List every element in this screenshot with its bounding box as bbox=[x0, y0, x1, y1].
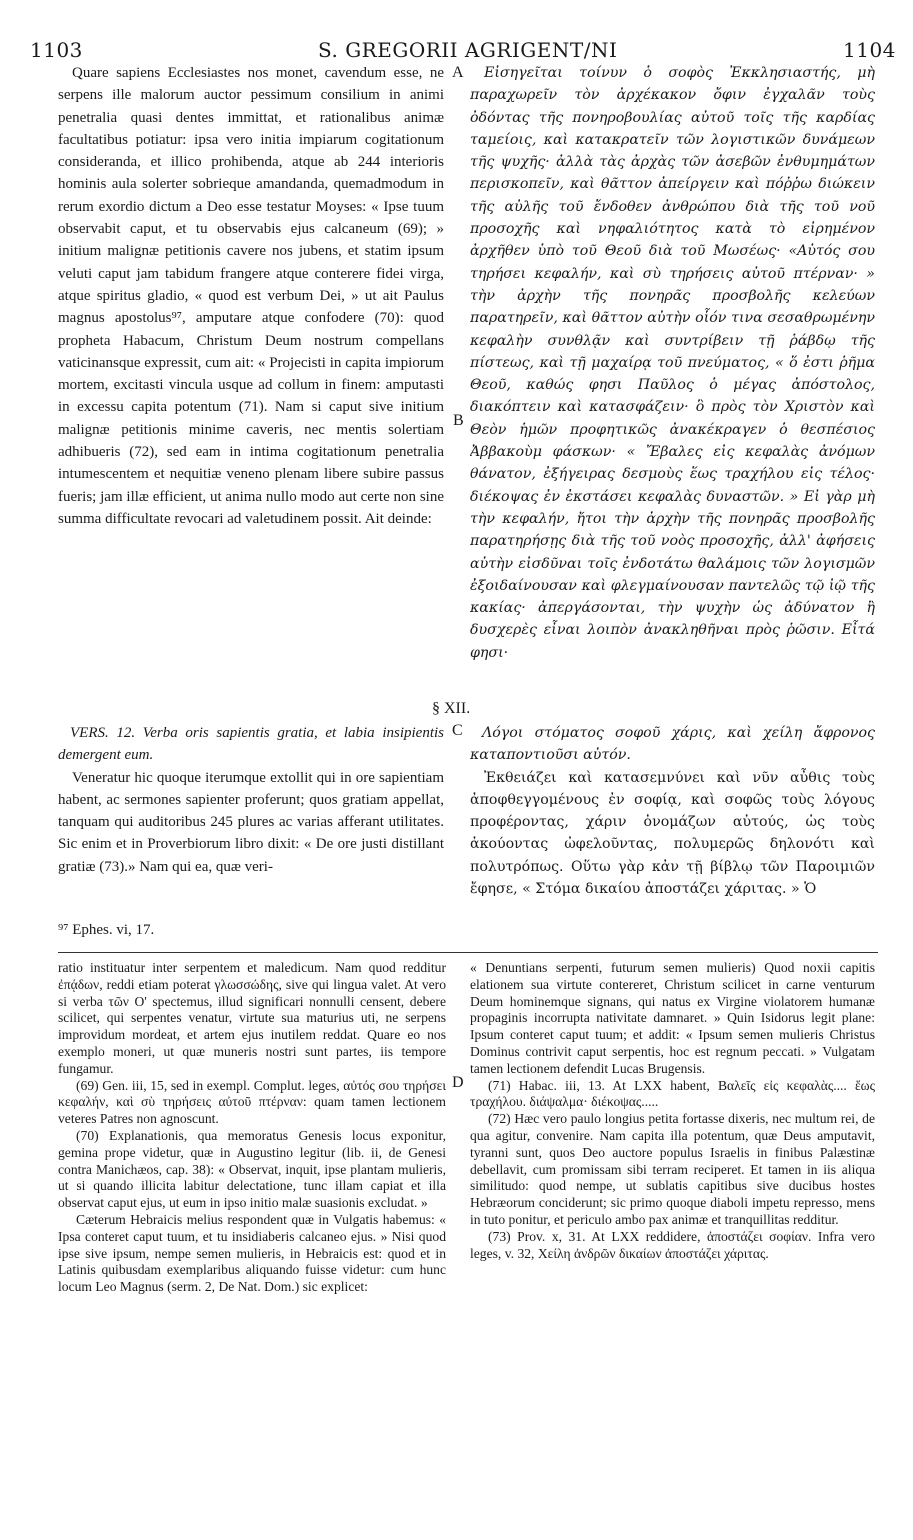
greek-verse: Λόγοι στόματος σοφοῦ χάρις, καὶ χείλη ἄφρονος καταποντιοῦσι αὐτόν. bbox=[470, 725, 875, 764]
marker-d: D bbox=[452, 1074, 464, 1091]
note-73: (73) Prov. x, 31. At LXX reddidere, ἀποστάζει σοφίαν. Infra vero leges, v. 32, Χείλη ἀνδρῶν δικαίων ἀποστάζει χάριτας. bbox=[470, 1228, 875, 1261]
note-70: (70) Explanationis, qua memoratus Genesis locus exponitur, gemina prope videtur, quæ in Augustino legitur (lib. ii, de Genesi contra Manichæos, cap. 38): « Observat, inquit, ipse plantam mulieris, ut si quando illicita labitur delectatione, tunc illam capiat et illa observat caput ejus, ut eum in ipso initio malæ suasionis excludat. » bbox=[58, 1127, 446, 1211]
marker-b: B bbox=[453, 412, 464, 429]
greek-paragraph-1: Εἰσηγεῖται τοίνυν ὁ σοφὸς Ἐκκλησιαστής, μὴ παραχωρεῖν τὸν ἀρχέκακον ὄφιν ἐγχαλᾶν τοὺς ὀδόντας τῆς πονηροβουλίας αὐτοῦ τοῖς τῆς καρδίας ταμείοις, καὶ κατακρατεῖν τῶν λογιστικῶν δυνάμεων τῆς ψυχῆς· ἀλλὰ τὰς ἀρχὰς τῶν ἀσεβῶν ἐνθυμημάτων περισκοπεῖν, καὶ θᾶττον ἀπείργειν καὶ πόῤῥω διώκειν τῆς αὐλῆς τοῦ ἔνδοθεν ἀνθρώπου διὰ τῆς τοῦ νοῦ προσοχῆς καὶ νηφαλιότητος κατὰ τὸ εἰρημένον ἀρχῆθεν ὑπὸ τοῦ Θεοῦ διὰ τοῦ Μωσέως· «Αὐτός σου τηρήσει κεφαλήν, καὶ σὺ τηρήσεις αὐτοῦ πτέρναν· » τὴν ἀρχὴν τῆς πονηρᾶς προσβολῆς κελεύων παρατηρεῖν, καὶ θᾶττον αὐτὴν οἷόν τινα σεσαθρωμένην κεφαλὴν συνθλᾷν καὶ συντρίβειν τῇ ῥάβδῳ τῆς πίστεως, καὶ τῇ μαχαίρᾳ τοῦ πνεύματος, « ὅ ἐστι ῥῆμα Θεοῦ, καθώς φησι Παῦλος ὁ μέγας ἀπόστολος, διακόπτειν καὶ κατασφάζειν· ὃ πρὸς τὸν Χριστὸν καὶ Θεὸν ἡμῶν προφητικῶς ἀνακέκραγεν ὁ θεσπέσιος Ἀββακοὺμ φάσκων· « Ἔβαλες εἰς κεφαλὰς ἀνόμων θάνατον, ἐξήγειρας δεσμοὺς ἕως τραχήλου εἰς τέλος· διέκοψας ἐν ἐκστάσει κεφαλὰς δυναστῶν. » Εἰ γὰρ μὴ τὴν κεφαλήν, ἤτοι τὴν ἀρχὴν τῆς πονηρᾶς προσβολῆς παρατηρήσῃς διὰ τῆς τοῦ νοὸς προσοχῆς, ἀλλ' ἀφήσεις αὐτὴν εἰσδῦναι τοῖς ἐνδοτάτω θαλάμοις τῶν λογισμῶν ἐξοιδαίνουσαν καὶ φλεγμαίνουσαν παντελῶς τῷ ἰῷ τῆς κακίας· ἀπεργάσονται, τὴν ψυχὴν ὡς ἀδύνατον ἢ δυσχερὲς εἶναι λοιπὸν ἀνακληθῆναι πρὸς ῥῶσιν. Εἶτά φησι· bbox=[470, 65, 875, 661]
footnote-97: ⁹⁷ Ephes. vi, 17. bbox=[58, 922, 155, 938]
latin-verse: VERS. 12. Verba oris sapientis gratia, et labia insipientis demergent eum. bbox=[58, 725, 444, 764]
note-71: (71) Habac. iii, 13. At LXX habent, Βαλεῖς εἰς κεφαλὰς.... ἕως τραχήλου. διάψαλμα· διέκοψας..... bbox=[470, 1077, 875, 1110]
note-72: (72) Hæc vero paulo longius petita fortasse dixeris, nec multum rei, de qua agitur, convenire. Nam capita illa potentum, quæ Deus amputavit, tyranni sunt, quos Deo auctore populus Israelis in finibus Palæstinæ debellavit, cum promissam sibi terram reciperet. Et tamen in iis aliqua similitudo: quod nempe, ut sublatis capitibus sive ducibus hostes Hebræorum conciderunt; sic primo quoque diaboli impetu represso, mens in tuto ponitur, et periculo ambo pax animæ et tranquillitas redditur. bbox=[470, 1111, 875, 1227]
note-leo-quote: « Denuntians serpenti, futurum semen mulieris) Quod noxii capitis elationem sua virtute contereret, Christum scilicet in carne venturum Deum hominemque signans, qui natus ex Virgine violatorem humanæ propaginis incorrupta nativitate damnaret. » Quin Isidorus legit plane: Ipsum conteret caput tuum; et addit: « Ipsum semen mulieris Christus Dominus contrivit caput serpentis, hoc est regnum peccati. » Vulgatam tamen lectionem defendit Lucas Brugensis. bbox=[470, 960, 875, 1076]
notes-right-column bbox=[470, 960, 875, 1430]
section-title: § XII. bbox=[432, 700, 471, 717]
note-70-continued: Cæterum Hebraicis melius respondent quæ in Vulgatis habemus: « Ipsa conteret caput tuum, et tu insidiaberis calcaneo ejus. » Nisi quod ipse sive ipsum, nempe semen mulieris, in Hebraicis est: quod et in Latinis quibusdam exemplaribus aliquando fuisse videtur: cum hunc locum Leo Magnus (serm. 2, De Nat. Dom.) sic explicet: bbox=[58, 1211, 446, 1295]
latin-column-top bbox=[58, 62, 444, 707]
marker-a: A bbox=[452, 64, 464, 81]
latin-paragraph-2: Veneratur hic quoque iterumque extollit qui in ore sapientiam habent, ac sermones sapienter proferunt; quos gratiam appellat, tanquam qui auditoribus 245 plures ac varias afferant utilitates. Sic enim et in Proverbiorum libro dixit: « De ore justi distillant gratiæ (73).» Nam qui ea, quæ veri- bbox=[58, 769, 444, 875]
notes-left-column bbox=[58, 960, 446, 1440]
page-number-left: 1103 bbox=[30, 38, 83, 62]
page-number-right: 1104 bbox=[843, 38, 896, 62]
running-title: S. GREGORII AGRIGENT/NI bbox=[318, 38, 618, 62]
marker-c: C bbox=[452, 722, 463, 739]
note-continuation: ratio instituatur inter serpentem et maledicum. Nam quod redditur ἐπᾴδων, reddi etiam poterat γλωσσώδης, sive qui lingua valet. At vero si verba τῶν Ο' spectemus, illud significari nonnulli censent, debere scilicet, qui serpentes venatur, virtute sua maturius uti, ne serpens improvidum mordeat, et artem ejus inutilem reddat. Quare eo nos exemplo moneri, ut quæ muneris nostri sunt partes, iis tempore fungamur. bbox=[58, 960, 446, 1076]
latin-column-verse bbox=[58, 722, 444, 922]
latin-paragraph-1: Quare sapiens Ecclesiastes nos monet, cavendum esse, ne serpens ille malorum auctor pessimum consilium in animi penetralia quasi dentes immittat, et rationalibus animæ facultatibus potiatur: ipsa vero initia impiarum cogitationum consideranda, et illico prohibenda, atque ab 244 interioris hominis aula solerter sobrieque amandanda, quemadmodum in rerum exordio dictum a Deo esse testatur Moyses: « Ipse tuum observabit caput, et tu observabis ejus calcaneum (69); » initium malignæ petitionis cavere nos jubens, et statim ipsum veluti caput jam tabidum frangere atque conterere fidei virga, atque spiritus gladio, « quod est verbum Dei, » ut ait Paulus magnus apostolus⁹⁷, amputare atque confodere (70): quod propheta Habacum, Christum Deum nostrum compellans vaticinansque expressit, cum ait: « Projecisti in capita impiorum mortem, excitasti vincula usque ad collum in finem: amputasti in excessu capita potentum (71). Nam si caput sive initium malignæ petitionis minime caveris, nec mentis solertiam adhibueris (72), sed eam in intima cogitationum penetralia intumescentem et nequitiæ veneno plenam libere subire passus fueris; jam illæ efficient, ut anima nullo modo aut certe non sine summa difficultate revocari ad valetudinem possit. Ait deinde: bbox=[58, 65, 444, 527]
note-69: (69) Gen. iii, 15, sed in exempl. Complut. leges, αὐτός σου τηρήσει κεφαλήν, καὶ σὺ τηρήσεις αὐτοῦ πτέρναν: quam tamen lectionem veteres Patres non agnoscunt. bbox=[58, 1077, 446, 1127]
greek-column-top bbox=[470, 62, 875, 707]
notes-divider bbox=[58, 952, 878, 953]
greek-column-verse bbox=[470, 722, 875, 922]
greek-paragraph-2: Ἐκθειάζει καὶ κατασεμνύνει καὶ νῦν αὖθις τοὺς ἀποφθεγγομένους ἐν σοφίᾳ, καὶ σοφῶς τοὺς λόγους προφέροντας, χάριν ὀνομάζων αὐτούς, ὡς τοὺς ἀκούοντας ὠφελοῦντας, πολυμερῶς δηλονότι καὶ πολυτρόπως. Οὕτω γὰρ κἀν τῇ βίβλῳ τῶν Παροιμιῶν ἔφησε, « Στόμα δικαίου ἀποστάζει χάριτας. » Ὁ bbox=[470, 769, 875, 898]
